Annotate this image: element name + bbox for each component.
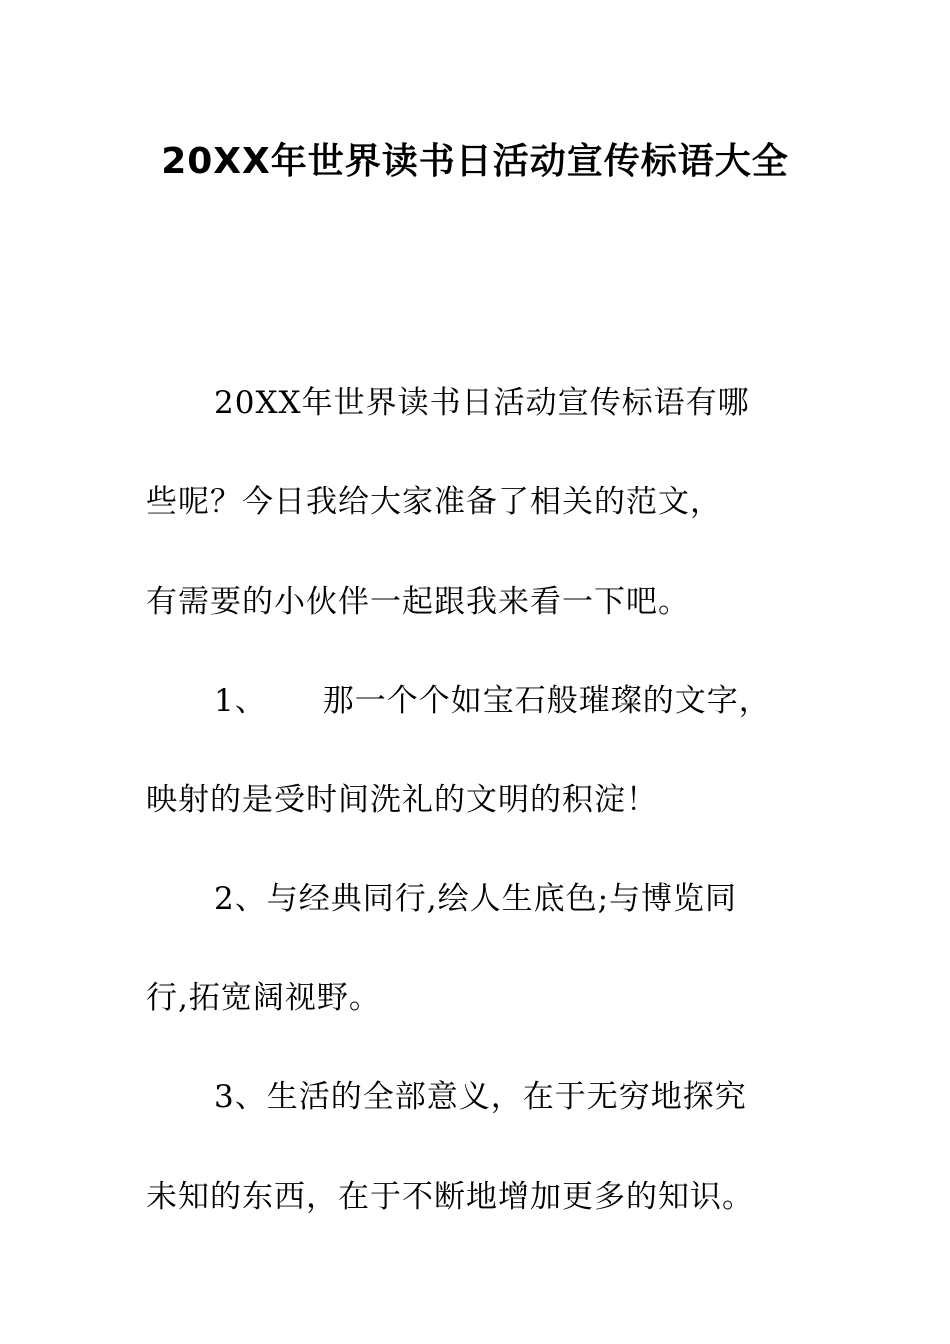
- paragraph-line: 有需要的小伙伴一起跟我来看一下吧。: [146, 584, 690, 620]
- paragraph-line: 些呢？今日我给大家准备了相关的范文，: [146, 484, 722, 520]
- paragraph-line: 2、与经典同行,绘人生底色;与博览同: [214, 881, 738, 917]
- paragraph-line: 行,拓宽阔视野。: [146, 980, 381, 1016]
- paragraph-line: 20XX年世界读书日活动宣传标语有哪: [214, 385, 750, 421]
- document-title: 20XX年世界读书日活动宣传标语大全: [161, 141, 789, 182]
- paragraph-line: [214, 681, 771, 721]
- item-number: 1、: [214, 683, 267, 719]
- paragraph-line: 未知的东西，在于不断地增加更多的知识。: [146, 1179, 754, 1215]
- paragraph-line: 映射的是受时间洗礼的文明的积淀！: [146, 782, 658, 818]
- item-text: 那一个个如宝石般璀璨的文字，: [322, 683, 771, 719]
- paragraph-line: 3、生活的全部意义，在于无穷地探究: [214, 1079, 747, 1115]
